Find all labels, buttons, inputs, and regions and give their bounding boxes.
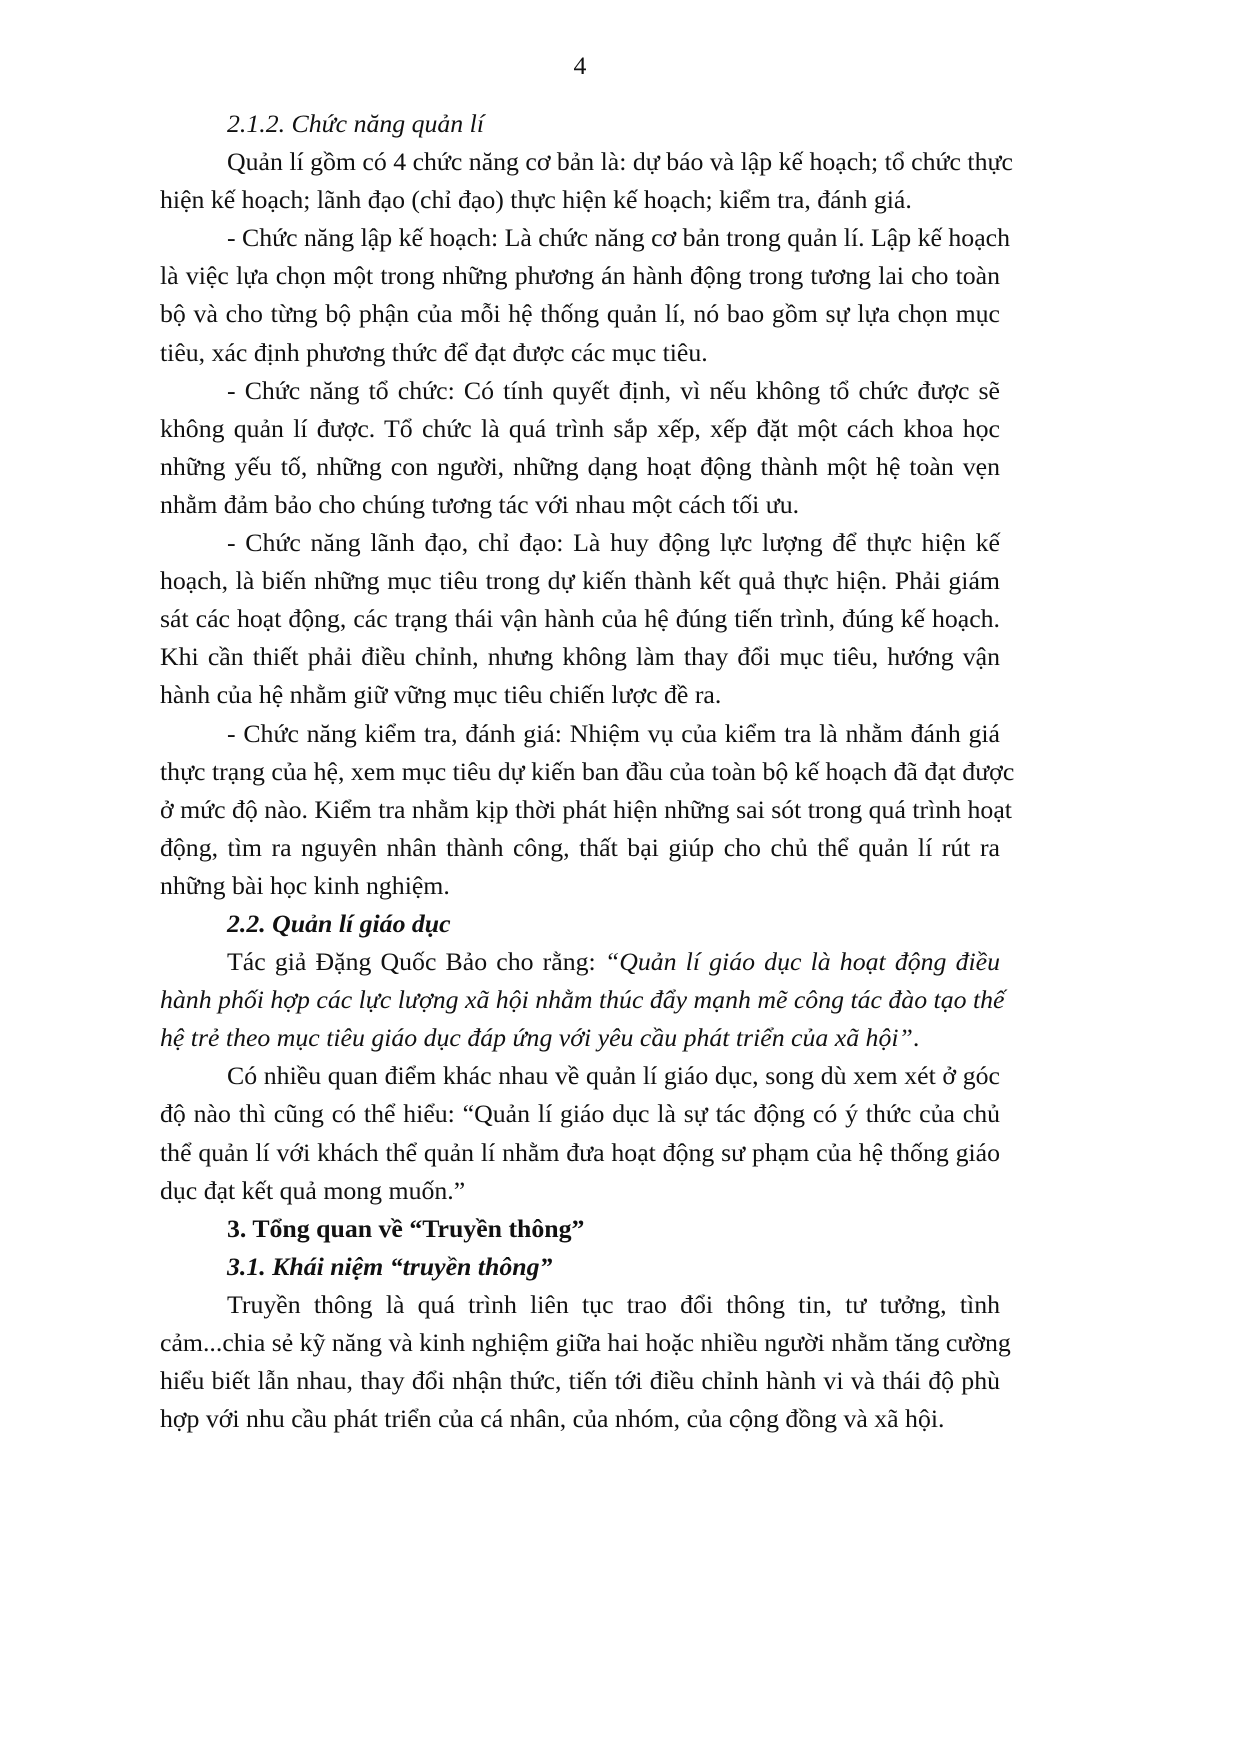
section-communication-overview (160, 1210, 1011, 1439)
paragraph-line: - Chức năng tổ chức: Có tính quyết định, vì nếu không tổ chức được sẽ (227, 375, 1000, 405)
quote-tail: . (912, 1023, 920, 1053)
paragraph-line: Có nhiều quan điểm khác nhau về quản lí giáo dục, song dù xem xét ở góc (227, 1061, 1000, 1091)
paragraph-line: Truyền thông là quá trình liên tục trao đổi thông tin, tư tưởng, tình (227, 1289, 1000, 1319)
paragraph-line: hiện kế hoạch; lãnh đạo (chỉ đạo) thực hiện kế hoạch; kiểm tra, đánh giá. (160, 185, 912, 215)
paragraph-line: dục đạt kết quả mong muốn.” (160, 1175, 466, 1205)
paragraph-definition (160, 1057, 1000, 1209)
paragraph-line: - Chức năng lãnh đạo, chỉ đạo: Là huy động lực lượng để thực hiện kế (227, 528, 1000, 558)
paragraph-line: hoạch, là biến những mục tiêu trong dự kiến thành kết quả thực hiện. Phải giám (160, 566, 1000, 596)
paragraph-communication-concept (160, 1286, 1011, 1438)
quote-text: hành phối hợp các lực lượng xã hội nhằm thúc đẩy mạnh mẽ công tác đào tạo thế (160, 985, 1005, 1015)
paragraph-intro (160, 143, 1013, 219)
paragraph-line: nhằm đảm bảo cho chúng tương tác với nhau một cách tối ưu. (160, 489, 800, 519)
paragraph-controlling (160, 715, 1015, 905)
paragraph-quote (160, 943, 1005, 1057)
section-education-management (160, 905, 1005, 1210)
paragraph-line: những yếu tố, những con người, những dạng hoạt động thành một hệ toàn vẹn (160, 451, 1000, 481)
paragraph-line: Khi cần thiết phải điều chỉnh, nhưng không làm thay đổi mục tiêu, hướng vận (160, 642, 1000, 672)
paragraph-line: động, tìm ra nguyên nhân thành công, thất bại giúp cho chủ thể quản lí rút ra (160, 832, 1000, 862)
paragraph-line (160, 981, 1005, 1019)
paragraph-line: thể quản lí với khách thể quản lí nhằm đưa hoạt động sư phạm của hệ thống giáo (160, 1137, 1000, 1167)
page-number: 4 (573, 51, 587, 80)
paragraph-line: bộ và cho từng bộ phận của mỗi hệ thống quản lí, nó bao gồm sự lựa chọn mục (160, 299, 1000, 329)
paragraph-organizing (160, 372, 1000, 524)
section-heading-2-2: 2.2. Quản lí giáo dục (227, 908, 451, 938)
paragraph-line: là việc lựa chọn một trong những phương án hành động trong tương lai cho toàn (160, 261, 1000, 291)
paragraph-line: Quản lí gồm có 4 chức năng cơ bản là: dự báo và lập kế hoạch; tổ chức thực (227, 147, 1013, 177)
paragraph-line: không quản lí được. Tổ chức là quá trình sắp xếp, xếp đặt một cách khoa học (160, 413, 1000, 443)
paragraph-line (160, 1019, 1000, 1057)
paragraph-line: ở mức độ nào. Kiểm tra nhằm kịp thời phát hiện những sai sót trong quá trình hoạt (160, 794, 1012, 824)
paragraph-line: tiêu, xác định phương thức để đạt được các mục tiêu. (160, 337, 708, 367)
section-heading-3-1: 3.1. Khái niệm “truyền thông” (227, 1251, 553, 1281)
paragraph-line: hiểu biết lẫn nhau, thay đổi nhận thức, tiến tới điều chỉnh hành vi và thái độ phù (160, 1366, 1000, 1396)
section-heading-3: 3. Tổng quan về “Truyền thông” (227, 1213, 585, 1243)
paragraph-line: thực trạng của hệ, xem mục tiêu dự kiến ban đầu của toàn bộ kế hoạch đã đạt được (160, 756, 1015, 786)
paragraph-line: sát các hoạt động, các trạng thái vận hành của hệ đúng tiến trình, đúng kế hoạch. (160, 604, 1000, 634)
paragraph-line: những bài học kinh nghiệm. (160, 870, 450, 900)
paragraph-line: cảm...chia sẻ kỹ năng và kinh nghiệm giữa hai hoặc nhiều người nhằm tăng cường (160, 1328, 1011, 1357)
paragraph-leading (160, 524, 1000, 714)
paragraph-line: - Chức năng kiểm tra, đánh giá: Nhiệm vụ của kiểm tra là nhằm đánh giá (227, 718, 1000, 748)
paragraph-line: - Chức năng lập kế hoạch: Là chức năng cơ bản trong quản lí. Lập kế hoạch (227, 223, 1010, 253)
paragraph-line: độ nào thì cũng có thể hiểu: “Quản lí giáo dục là sự tác động có ý thức của chủ (160, 1099, 1000, 1129)
quote-text: “Quản lí giáo dục là hoạt động điều (604, 947, 1000, 977)
quote-text: hệ trẻ theo mục tiêu giáo dục đáp ứng với yêu cầu phát triển của xã hội” (160, 1023, 913, 1053)
paragraph-planning (160, 219, 1010, 371)
attribution-text: Tác giả Đặng Quốc Bảo cho rằng: (227, 947, 605, 977)
body-text (160, 105, 1015, 1438)
paragraph-line: hành của hệ nhằm giữ vững mục tiêu chiến lược đề ra. (160, 680, 722, 710)
paragraph-line: hợp với nhu cầu phát triển của cá nhân, của nhóm, của cộng đồng và xã hội. (160, 1404, 945, 1434)
paragraph-line (160, 943, 1000, 981)
section-management-functions (160, 105, 1015, 905)
section-heading-2-1-2: 2.1.2. Chức năng quản lí (227, 109, 484, 138)
